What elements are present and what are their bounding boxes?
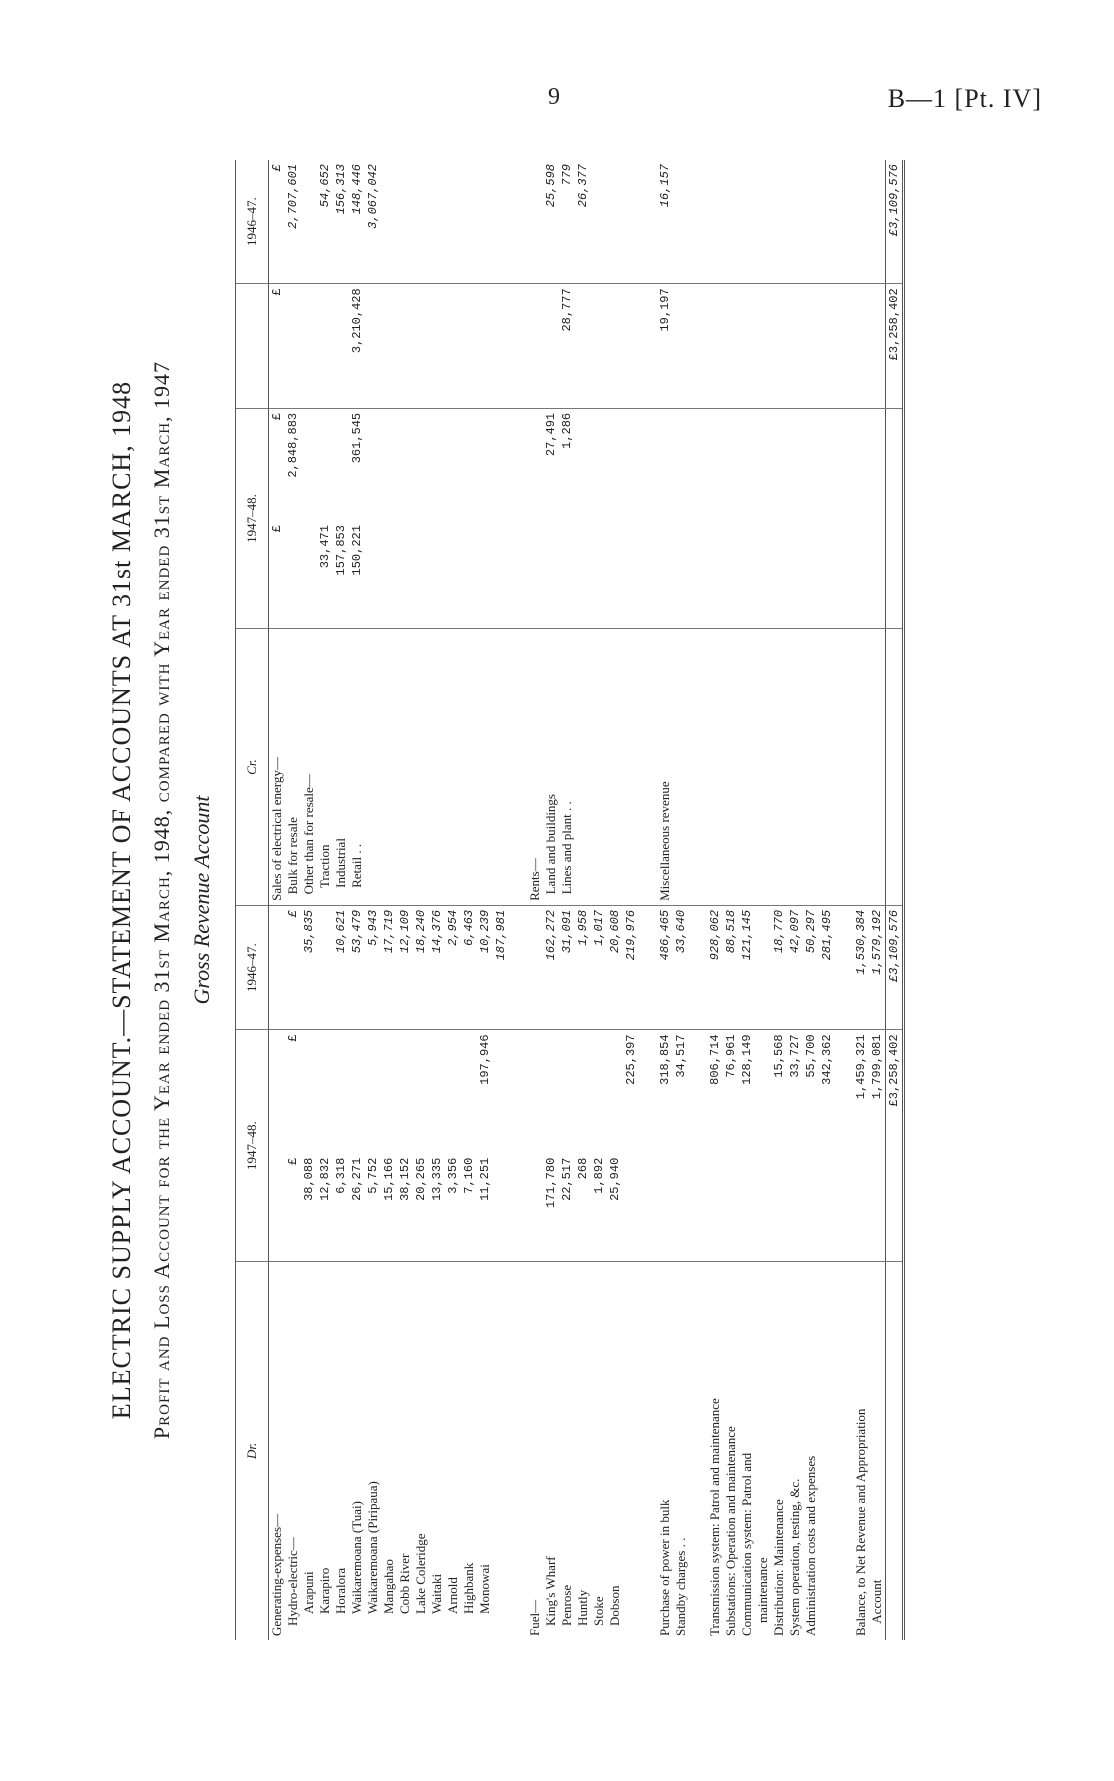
cr-year-previous-header: 1946–47. — [236, 160, 269, 284]
cr-misc-name: Miscellaneous revenue — [639, 629, 689, 906]
dr-year-previous-header: 1946–47. — [236, 905, 269, 1030]
balance-items — [835, 1154, 886, 1262]
purchase-prev: 486,465 33,640 — [639, 905, 689, 1030]
transmission-items — [689, 1154, 835, 1262]
cr-grand-total: £3,258,402 — [886, 284, 904, 409]
page-number: 9 — [548, 84, 560, 110]
cr-sales-total: £ 2,848,883 361,545 — [270, 412, 364, 478]
cr-misc-items — [639, 521, 689, 629]
dr-labels — [269, 1261, 510, 1640]
cr-year-current-total-header — [236, 284, 269, 409]
rotated-statement — [107, 160, 1007, 1640]
cr-misc-prev: 16,157 — [639, 160, 689, 284]
fuel-prev: 162,272 31,091 1,958 1,017 20,608 219,976 — [509, 905, 639, 1030]
fuel-items: 171,780 22,517 268 1,892 25,940 — [509, 1154, 639, 1262]
table-row — [835, 160, 886, 1640]
cr-rents-grand: 28,777 — [509, 284, 639, 409]
balance-total: 1,459,321 1,799,081 — [854, 1034, 884, 1100]
gen-head: Generating-expenses— — [269, 1513, 284, 1636]
cr-header: Cr. — [236, 629, 269, 906]
grand-total-row — [886, 160, 904, 1640]
account-name: Gross Revenue Account — [189, 795, 214, 1005]
fuel-labels — [509, 1261, 639, 1640]
purchase-labels: Purchase of power in bulk Standby charges . . — [657, 1499, 688, 1636]
balance-labels: Balance, to Net Revenue and Appropriation Account — [853, 1408, 884, 1636]
cr-rents-total: 27,491 1,286 — [544, 412, 574, 457]
cr-grand-prev: £3,109,576 — [886, 160, 904, 284]
hydro-names: Arapuni Karapiro Horalora Waikaremoana (Tuai) Waikaremoana (Piripaua) Mangahao Cobb River Lake Coleridge Waitaki Arnold Highbank Monowai — [301, 1481, 492, 1614]
transmission-prev: 928,062 88,518 121,145 18,770 42,097 50,297 281,495 — [689, 905, 835, 1030]
cr-misc-grand: 19,197 — [639, 284, 689, 409]
cr-sales-items: £ 33,471 157,853 150,221 — [269, 521, 510, 629]
dr-year-current-header: 1947–48. — [236, 1030, 269, 1261]
page-reference: B—1 [Pt. IV] — [887, 84, 1042, 113]
table-row — [509, 160, 639, 1640]
hydro-prev: £ 35,835 10,621 53,479 5,943 17,719 12,109 18,240 14,376 2,954 6,463 10,239 187,981 — [269, 905, 510, 1030]
cr-rents-items — [509, 521, 639, 629]
transmission-total: 806,714 76,961 128,149 15,568 33,727 55,700 342,362 — [708, 1034, 834, 1085]
cr-sales-prev: £ 2,707,601 54,652 156,313 148,446 3,067,042 — [269, 160, 510, 284]
cr-sales-names: Sales of electrical energy— Bulk for resale Other than for resale— Traction Industrial Retail . . — [269, 629, 510, 906]
dr-grand-total: £3,258,402 — [886, 1030, 904, 1154]
gross-revenue-account-table — [235, 160, 905, 1640]
purchase-items — [639, 1154, 689, 1262]
table-row — [689, 160, 835, 1640]
cr-rents-names: Rents— Land and buildings Lines and plant . . — [509, 629, 639, 906]
cr-rents-prev: 25,598 779 26,377 — [509, 160, 639, 284]
dr-header: Dr. — [236, 1261, 269, 1640]
statement-subtitle: Profit and Loss Account for the Year ended 31st March, 1948, compared with Year ended 31st March, 1947 — [149, 360, 174, 1440]
cr-year-current-header: 1947–48. — [236, 408, 269, 628]
transmission-labels: Transmission system: Patrol and maintenance Substations: Operation and maintenance Communication system: Patrol and maintenance Distribution: Maintenance System operation, testing, &c. Administration costs and expenses — [707, 1398, 818, 1636]
statement-title: ELECTRIC SUPPLY ACCOUNT.—STATEMENT OF ACCOUNTS AT 31st MARCH, 1948 — [107, 380, 136, 1420]
hydro-head: Hydro-electric— — [285, 1537, 300, 1626]
cr-sales-grand: £ 3,210,428 — [269, 284, 510, 409]
fuel-names: King's Wharf Penrose Huntly Stoke Dobson — [543, 1556, 622, 1626]
fuel-head: Fuel— — [527, 1599, 542, 1636]
table-row — [639, 160, 689, 1640]
hydro-total: £ 197,946 — [286, 1034, 492, 1085]
cr-misc-total — [639, 408, 689, 521]
dr-grand-prev: £3,109,576 — [886, 905, 904, 1030]
purchase-total: 318,854 34,517 — [658, 1034, 688, 1085]
hydro-items: £ 38,088 12,832 6,318 26,271 5,752 15,166 38,152 20,265 13,335 3,356 7,160 11,251 — [269, 1154, 510, 1262]
balance-prev: 1,530,384 1,579,192 — [835, 905, 886, 1030]
table-row — [269, 160, 510, 1640]
fuel-total: 225,397 — [624, 1034, 638, 1085]
